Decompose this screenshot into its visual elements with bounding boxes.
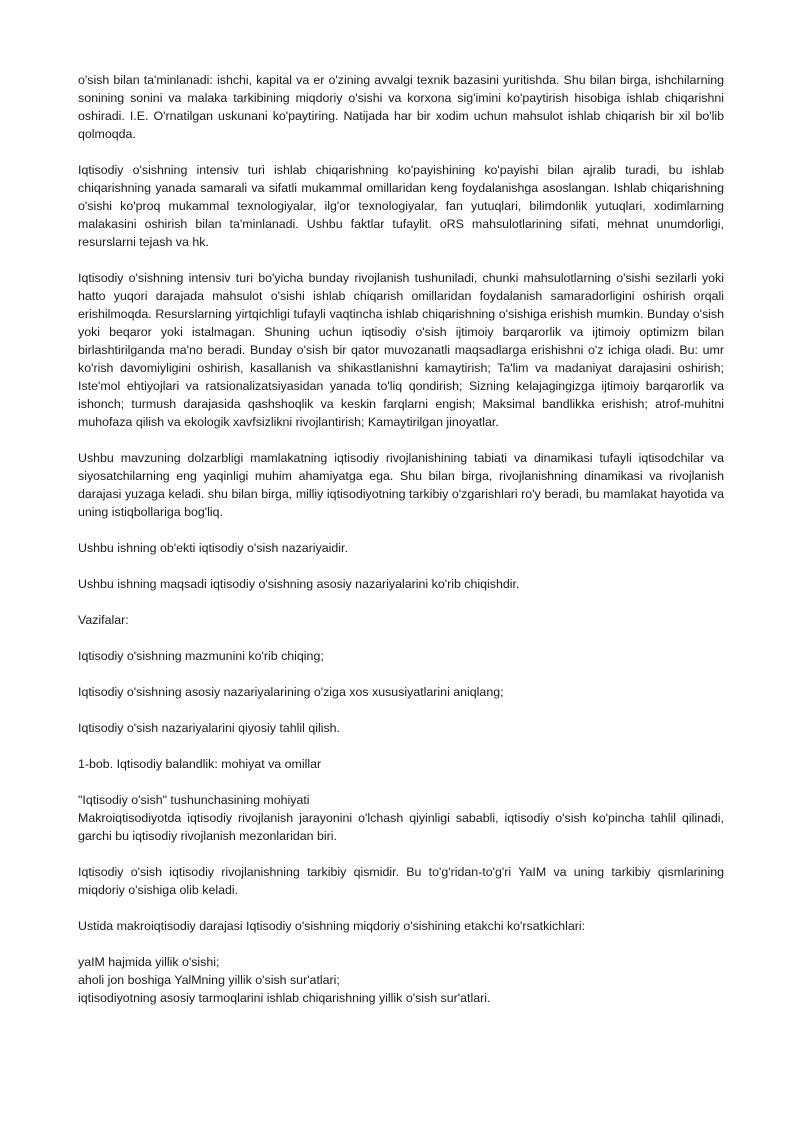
- paragraph-topic-relevance: Ushbu mavzuning dolzarbligi mamlakatning iqtisodiy rivojlanishining tabiati va dinamikasi tufayli iqtisodchilar va siyosatchilarning eng yaqinligi muhim ahamiyatga ega. Shu bilan birga, rivojlanishning dinamikasi va rivojlanish darajasi yuzaga keladi. shu bilan birga, milliy iqtisodiyotning tarkibiy o'zgarishlari ro'y beradi, bu mamlakat hayotida va uning istiqbollariga bog'liq.: [78, 451, 724, 519]
- chapter-heading: 1-bob. Iqtisodiy balandlik: mohiyat va omillar: [78, 757, 322, 771]
- paragraph-intensive-development: Iqtisodiy o'sishning intensiv turi bo'yicha bunday rivojlanish tushuniladi, chunki mahsulotlarning o'sishi sezilarli yoki hatto yuqori darajada mahsulot o'sishi ishlab chiqarish omillaridan foydalanish samaradorligini oshirish orqali erishilmoqda. Resurslarning yirtqichligi tufayli vaqtincha ishlab chiqarishning o'sishiga erishish mumkin. Bunday o'sish yoki beqaror yoki istalmagan. Shuning uchun iqtisodiy o'sish ijtimoiy barqarorlik va ijtimoiy optimizm bilan birlashtirilganda ma'no beradi. Bunday o'sish bir qator muvozanatli maqsadlarga erishishni o'z ichiga oladi. Bu: umr ko'rish davomiyligini oshirish, kasallanish va shikastlanishni kamaytirish; Ta'lim va madaniyat darajasini oshirish; Iste'mol ehtiyojlari va ratsionalizatsiyasidan yanada to'liq qondirish; Sizning kelajagingizga ijtimoiy barqarorlik va ishonch; turmush darajasida qashshoqlik va keskin farqlarni engish; Maksimal bandlikka erishish; atrof-muhitni muhofaza qilish va ekologik xavfsizlikni rivojlantirish; Kamaytirilgan jinoyatlar.: [78, 271, 724, 429]
- list-item: iqtisodiyotning asosiy tarmoqlarini ishlab chiqarishning yillik o'sish sur'atlari.: [78, 991, 491, 1005]
- paragraph-resource-growth: o'sish bilan ta'minlanadi: ishchi, kapital va er o'zining avvalgi texnik bazasini yuritishda. Shu bilan birga, ishchilarning sonining sonini va malaka tarkibining miqdoriy o'sishi va korxona sig'imini ko'paytirish hisobiga ishlab chiqarishni oshiradi. I.E. O'rnatilgan uskunani ko'paytiring. Natijada har bir xodim uchun mahsulot ishlab chiqarish bir xil bo'lib qolmoqda.: [78, 73, 724, 141]
- list-item: aholi jon boshiga YalMning yillik o'sish sur'atlari;: [78, 973, 340, 987]
- paragraph-task-3: Iqtisodiy o'sish nazariyalarini qiyosiy tahlil qilish.: [78, 721, 340, 735]
- paragraph-growth-component: Iqtisodiy o'sish iqtisodiy rivojlanishning tarkibiy qismidir. Bu to'g'ridan-to'g'ri YaIM va uning tarkibiy qismlarining miqdoriy o'sishiga olib keladi.: [78, 865, 724, 897]
- paragraph-intensive-growth-type: Iqtisodiy o'sishning intensiv turi ishlab chiqarishning ko'payishining ko'payishi bilan ajralib turadi, bu ishlab chiqarishning yanada samarali va sifatli mukammal omillaridan keng foydalanishga asoslangan. Ishlab chiqarishning o'sishi ko'proq mukammal texnologiyalar, ilg'or texnologiyalar, fan yutuqlari, bilimdonlik yutuqlari, xodimlarning malakasini oshirish bilan ta'minlanadi. Ushbu faktlar tufaylit. oRS mahsulotlarining sifati, mehnat unumdorligi, resurslarni tejash va hk.: [78, 163, 724, 249]
- list-item: yaIM hajmida yillik o'sishi;: [78, 955, 220, 969]
- paragraph-indicators-intro: Ustida makroiqtisodiy darajasi Iqtisodiy o'sishning miqdoriy o'sishining etakchi ko'rsatkichlari:: [78, 919, 586, 933]
- paragraph-macroeconomics: Makroiqtisodiyotda iqtisodiy rivojlanish jarayonini o'lchash qiyinligi sababli, iqtisodiy o'sish ko'pincha tahlil qilinadi, garchi bu iqtisodiy rivojlanish mezonlaridan biri.: [78, 811, 724, 843]
- paragraph-research-goal: Ushbu ishning maqsadi iqtisodiy o'sishning asosiy nazariyalarini ko'rib chiqishdir.: [78, 577, 520, 591]
- paragraph-tasks-heading: Vazifalar:: [78, 613, 129, 627]
- paragraph-task-2: Iqtisodiy o'sishning asosiy nazariyalarining o'ziga xos xususiyatlarini aniqlang;: [78, 685, 504, 699]
- document-page: [78, 71, 724, 1007]
- paragraph-task-1: Iqtisodiy o'sishning mazmunini ko'rib chiqing;: [78, 649, 324, 663]
- paragraph-research-object: Ushbu ishning ob'ekti iqtisodiy o'sish nazariyaidir.: [78, 541, 348, 555]
- section-heading: "Iqtisodiy o'sish" tushunchasining mohiyati: [78, 793, 310, 807]
